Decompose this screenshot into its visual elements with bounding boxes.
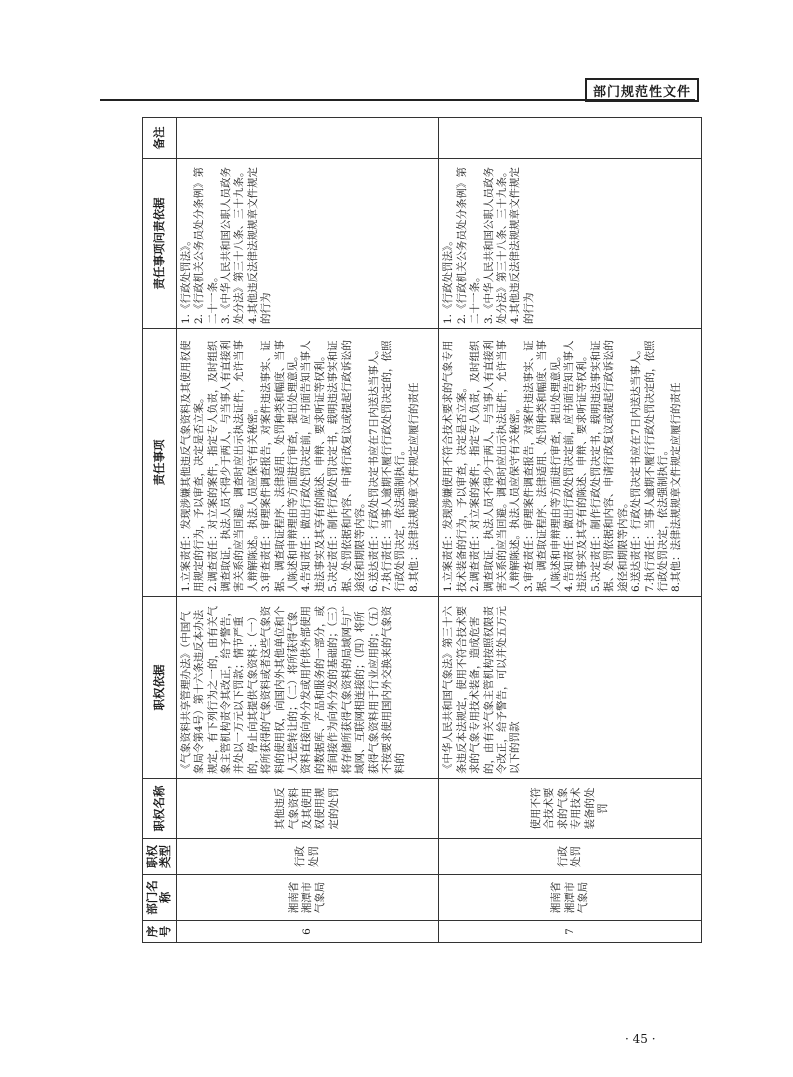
- row-duties: [176, 329, 439, 597]
- duty-item: 1.立案责任：发现涉嫌其他违反气象资料及其使用权使用规定的行为，予以审查，决定是否立案。: [179, 340, 206, 592]
- duty-item: 2.调查责任：对立案的案件，指定专人负责，及时组织调查取证，执法人员不得少于两人，与当事人有直接利害关系的应当回避。调查时应出示执法证件，允许当事人辩解陈述。执法人员应保守有关秘密。: [206, 340, 259, 592]
- row-department: 湘南省湘潭市气象局: [439, 875, 702, 921]
- duty-item: 3.审查责任：审理案件调查报告，对案件违法事实、证据、调查取证程序、法律适用、处罚种类和幅度、当事人陈述和申辩理由等方面进行审查，提出处理意见。: [522, 340, 562, 592]
- duty-item: 8.其他：法律法规规章文件规定应履行的责任: [670, 382, 683, 592]
- row-remark: [176, 118, 439, 159]
- row-basis: 《中华人民共和国气象法》第三十六条违反本法规定，使用不符合技术要求的气象专用技术装备，造成危害的，由有关气象主管机构按照权限责令改正，给予警告，可以并处五万元以下的罚款: [439, 597, 702, 779]
- accountability-item: 3.《中华人民共和国公职人员政务处分法》第三十八条、三十九条。: [220, 166, 246, 324]
- col-header-remark: 备注: [143, 118, 177, 159]
- duty-item: 6.送达责任：行政处罚决定书应在7日内送达当事人。: [630, 344, 643, 592]
- col-header-basis: 职权依据: [143, 597, 177, 779]
- duty-item: 7.执行责任：当事人逾期不履行行政处罚决定的，依照行政处罚决定，依法强制执行。: [380, 340, 407, 592]
- col-header-department: 部门名称: [143, 875, 177, 921]
- row-duties: [439, 329, 702, 597]
- accountability-item: 2.《行政机关公务员处分条例》第二十一条。: [455, 166, 482, 324]
- page-number: · 45 ·: [625, 1032, 656, 1046]
- row-remark: [439, 118, 702, 159]
- duty-item: 4.告知责任：做出行政处罚决定前，应书面告知当事人违法事实及其享有的陈述、申辩、要求听证等权利。: [563, 340, 589, 592]
- accountability-item: 4.其他违反法律法规规章文件规定的行为: [246, 166, 273, 324]
- col-header-power-name: 职权名称: [143, 779, 177, 839]
- row-index: 7: [439, 921, 702, 943]
- rotated-table-area: [142, 118, 702, 943]
- power-responsibility-table: [142, 117, 702, 943]
- duty-item: 3.审查责任：审理案件调查报告，对案件违法事实、证据、调查取证程序、法律适用、处罚种类和幅度、当事人陈述和申辩理由等方面进行审查，提出处理意见。: [260, 340, 300, 592]
- duty-item: 5.决定责任：制作行政处罚决定书，载明违法事实和证据、处罚依据和内容、申请行政复议或提起行政诉讼的途径和期限等内容。: [327, 340, 367, 592]
- row-power-type: 行政处罚: [176, 839, 439, 875]
- col-header-accountability: 责任事项问责依据: [143, 159, 177, 329]
- accountability-item: 2.《行政机关公务员处分条例》第二十一条。: [193, 166, 219, 324]
- row-power-name: 其他违反气象资料及其使用权使用规定的处罚: [176, 779, 439, 839]
- duty-item: 1.立案责任：发现涉嫌使用不符合技术要求的气象专用技术装备的行为，予以审查，决定是否立案。: [442, 340, 468, 592]
- duty-item: 4.告知责任：做出行政处罚决定前，应书面告知当事人违法事实及其享有的陈述、申辩、要求听证等权利。: [300, 340, 326, 592]
- rotated-table-container: [142, 118, 702, 943]
- table-header-row: [143, 118, 177, 943]
- duty-item: 8.其他：法律法规规章文件规定应履行的责任: [407, 382, 420, 592]
- row-power-name: 使用不符合技术要求的气象专用技术装备的处罚: [439, 779, 702, 839]
- row-accountability: [439, 159, 702, 329]
- accountability-item: 1.《行政处罚法》。: [442, 235, 455, 324]
- row-index: 6: [176, 921, 439, 943]
- col-header-duties: 责任事项: [143, 329, 177, 597]
- duty-item: 7.执行责任：当事人逾期不履行行政处罚决定的，依照行政处罚决定，依法强制执行。: [643, 340, 669, 592]
- duty-item: 6.送达责任：行政处罚决定书应在7日内送达当事人。: [367, 344, 380, 592]
- accountability-item: 3.《中华人民共和国公职人员政务处分法》第三十八条、三十九条。: [482, 166, 509, 324]
- row-basis: 《气象资料共享管理办法》（中国气象局令第4号）第十六条违反本办法规定，有下列行为之一的，由有关气象主管机构责令其改正，给予警告，并处以一万元以下罚款；情节严重的，停止向其提供气象资料：（一）将所获得的气象资料或者这些气象资料的使用权，向国内外其他单位和个人无偿转让的；（二）将所获得气象资料直接向外分发或用作供外部使用的数据库、产品和服务的一部分，或者间接作为向外分发的基础的；（三）将存储所获得气象资料的局域网与广域网、互联网相连接的；（四）将所获得气象资料用于行业应用的；（五）不按要求使用国内外交换来的气象资料的: [176, 597, 439, 779]
- duty-item: 2.调查责任：对立案的案件，指定专人负责，及时组织调查取证，执法人员不得少于两人，与当事人有直接利害关系的应当回避。调查时应出示执法证件，允许当事人辩解陈述。执法人员应保守有关秘密。: [469, 340, 522, 592]
- row-department: 湘南省湘潭市气象局: [176, 875, 439, 921]
- duty-item: 5.决定责任：制作行政处罚决定书，载明违法事实和证据、处罚依据和内容、申请行政复议或提起行政诉讼的途径和期限等内容。: [589, 340, 629, 592]
- document-category-text: 部门规范性文件: [592, 84, 691, 100]
- col-header-power-type: 职权类型: [143, 839, 177, 875]
- accountability-item: 4.其他违反法律法规规章文件规定的行为: [509, 166, 535, 324]
- accountability-item: 1.《行政处罚法》。: [179, 235, 192, 324]
- row-power-type: 行政处罚: [439, 839, 702, 875]
- table-row: [439, 118, 702, 943]
- col-header-index: 序号: [143, 921, 177, 943]
- table-row: [176, 118, 439, 943]
- row-accountability: [176, 159, 439, 329]
- header-rule: [100, 99, 695, 101]
